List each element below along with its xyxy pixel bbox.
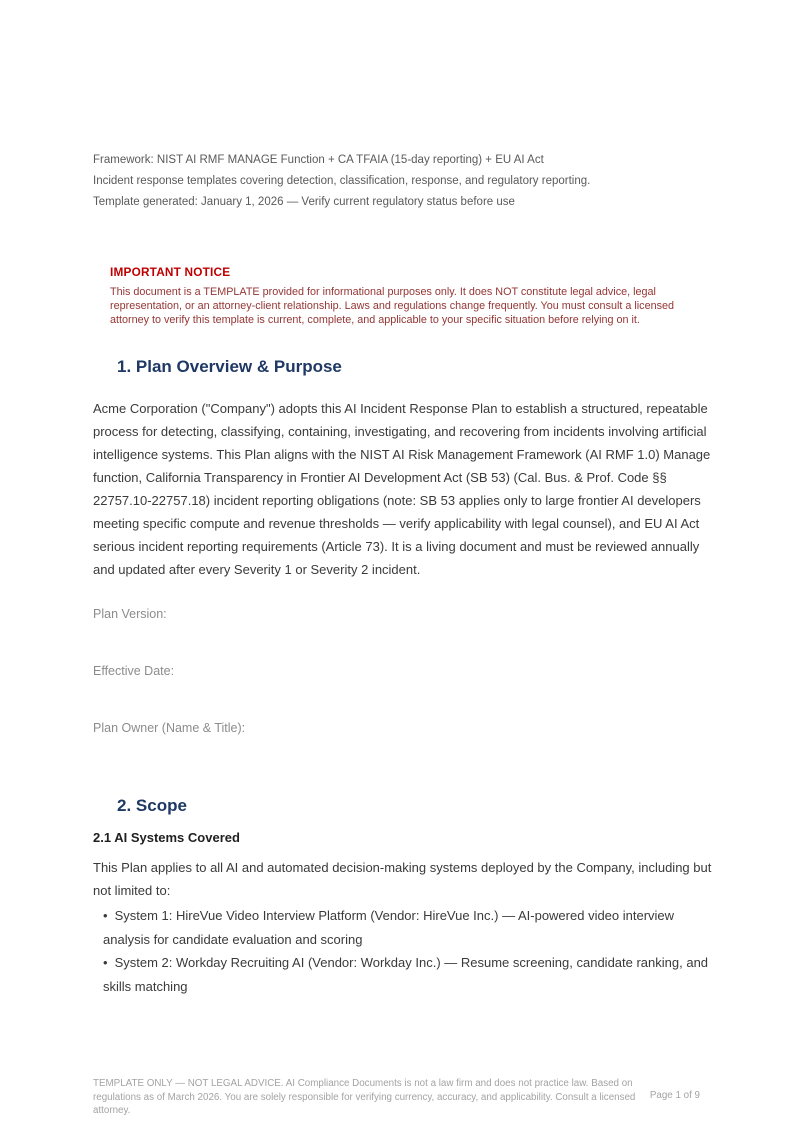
list-item-text: System 2: Workday Recruiting AI (Vendor: Workday Inc.) — Resume screening, candidate ranking, and skills matching <box>103 955 709 994</box>
field-label-effective-date: Effective Date: <box>93 664 175 678</box>
plan-overview-paragraph: Acme Corporation ("Company") adopts this AI Incident Response Plan to establish a structured, repeatable process for detecting, classifying, containing, investigating, and recovering from incidents involving artificial intelligence systems. This Plan aligns with the NIST AI Risk Management Framework (AI RMF 1.0) Manage function, California Transparency in Frontier AI Development Act (SB 53) (Cal. Bus. & Prof. Code §§ 22757.10-22757.18) incident reporting obligations (note: SB 53 applies only to large frontier AI developers meeting specific compute and revenue thresholds — verify applicability with legal counsel), and EU AI Act serious incident reporting requirements (Article 73). It is a living document and must be reviewed annually and updated after every Severity 1 or Severity 2 incident. <box>93 401 711 577</box>
field-label-plan-owner: Plan Owner (Name & Title): <box>93 721 246 735</box>
section-heading-plan-overview: 1. Plan Overview & Purpose <box>117 357 342 376</box>
meta-line-description: Incident response templates covering detection, classification, response, and regulatory reporting. <box>93 175 591 187</box>
meta-line-framework: Framework: NIST AI RMF MANAGE Function + CA TFAIA (15-day reporting) + EU AI Act <box>93 154 544 166</box>
meta-line-generated: Template generated: January 1, 2026 — Verify current regulatory status before use <box>93 196 515 208</box>
field-label-plan-version: Plan Version: <box>93 607 167 621</box>
bullet-marker: • <box>103 908 108 923</box>
list-item-system-2 <box>103 951 719 998</box>
footer-page-number: Page 1 of 9 <box>649 1090 700 1101</box>
subsection-heading-ai-systems-covered: 2.1 AI Systems Covered <box>93 830 240 845</box>
bullet-marker: • <box>103 955 108 970</box>
footer-disclaimer: TEMPLATE ONLY — NOT LEGAL ADVICE. AI Compliance Documents is not a law firm and does not practice law. Based on regulations as of March 2026. You are solely responsible for verifying currency, accuracy, and applicability. Consult a licensed attorney. <box>93 1078 636 1116</box>
scope-intro-paragraph: This Plan applies to all AI and automated decision-making systems deployed by the Company, including but not limited to: <box>93 860 712 898</box>
section-heading-scope: 2. Scope <box>117 796 187 815</box>
ai-systems-list <box>103 904 719 998</box>
document-meta <box>93 150 725 213</box>
list-item-system-1 <box>103 904 719 951</box>
list-item-text: System 1: HireVue Video Interview Platform (Vendor: HireVue Inc.) — AI-powered video interview analysis for candidate evaluation and scoring <box>103 908 675 947</box>
important-notice-title: IMPORTANT NOTICE <box>110 265 231 279</box>
important-notice-body: This document is a TEMPLATE provided for informational purposes only. It does NOT constitute legal advice, legal representation, or an attorney-client relationship. Laws and regulations change frequently. You must consult a licensed attorney to verify this template is current, complete, and applicable to your specific situation before relying on it. <box>110 286 674 326</box>
important-notice <box>110 265 690 327</box>
